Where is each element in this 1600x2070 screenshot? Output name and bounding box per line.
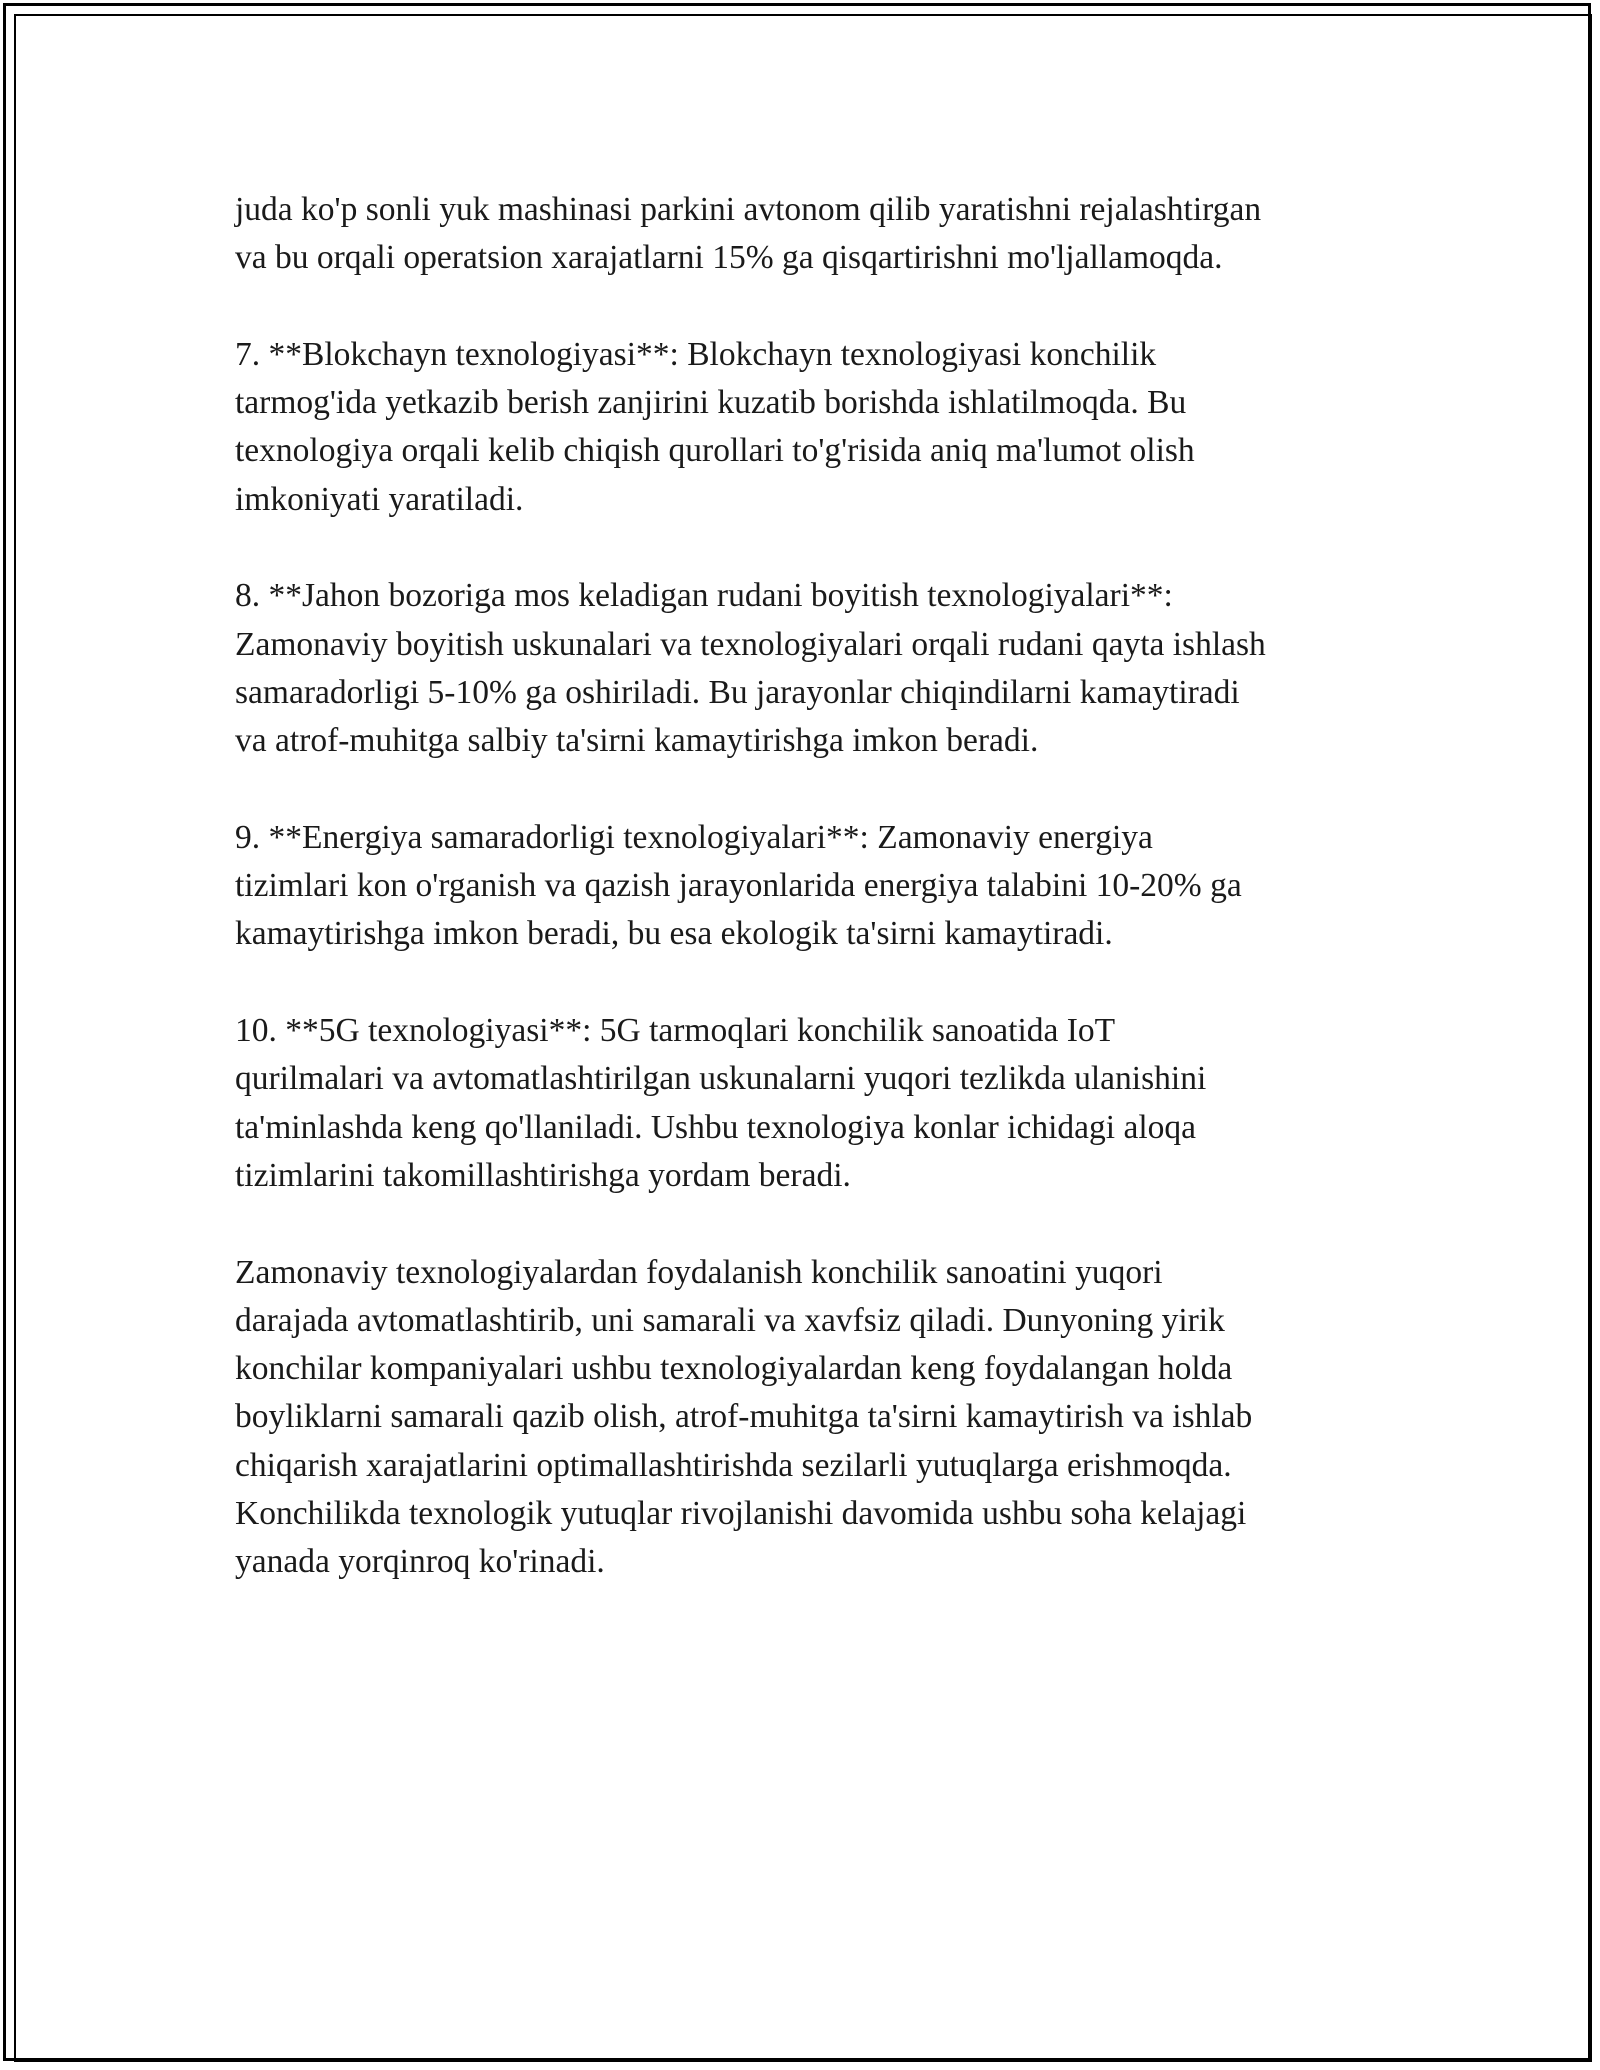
paragraph-item-7 xyxy=(235,331,1375,524)
text-line: Zamonaviy texnologiyalardan foydalanish konchilik sanoatini yuqori xyxy=(235,1253,1163,1291)
text-line: darajada avtomatlashtirib, uni samarali va xavfsiz qiladi. Dunyoning yirik xyxy=(235,1301,1225,1339)
text-line: Konchilikda texnologik yutuqlar rivojlanishi davomida ushbu soha kelajagi xyxy=(235,1495,1247,1533)
text-line: kamaytirishga imkon beradi, bu esa ekologik ta'sirni kamaytiradi. xyxy=(235,915,1113,953)
text-line: tarmog'ida yetkazib berish zanjirini kuzatib borishda ishlatilmoqda. Bu xyxy=(235,384,1187,422)
paragraph-conclusion xyxy=(235,1249,1375,1587)
text-line: konchilar kompaniyalari ushbu texnologiyalardan keng foydalangan holda xyxy=(235,1350,1233,1388)
text-line: va atrof-muhitga salbiy ta'sirni kamaytirishga imkon beradi. xyxy=(235,722,1039,760)
text-line: 8. **Jahon bozoriga mos keladigan rudani boyitish texnologiyalari**: xyxy=(235,577,1173,615)
text-line: chiqarish xarajatlarini optimallashtirishda sezilarli yutuqlarga erishmoqda. xyxy=(235,1446,1232,1484)
text-line: juda ko'p sonli yuk mashinasi parkini avtonom qilib yaratishni rejalashtirgan xyxy=(235,191,1262,228)
text-line: boyliklarni samarali qazib olish, atrof-muhitga ta'sirni kamaytirish va ishlab xyxy=(235,1398,1253,1436)
text-line: 10. **5G texnologiyasi**: 5G tarmoqlari konchilik sanoatida IoT xyxy=(235,1012,1116,1050)
text-line: yanada yorqinroq ko'rinadi. xyxy=(235,1543,605,1581)
paragraph-item-8 xyxy=(235,572,1375,765)
text-line: va bu orqali operatsion xarajatlarni 15% ga qisqartirishni mo'ljallamoqda. xyxy=(235,239,1223,277)
text-line: 7. **Blokchayn texnologiyasi**: Blokchayn texnologiyasi konchilik xyxy=(235,335,1157,373)
text-line: Zamonaviy boyitish uskunalari va texnologiyalari orqali rudani qayta ishlash xyxy=(235,625,1266,663)
text-line: qurilmalari va avtomatlashtirilgan uskunalarni yuqori tezlikda ulanishini xyxy=(235,1060,1207,1098)
text-line: texnologiya orqali kelib chiqish qurollari to'g'risida aniq ma'lumot olish xyxy=(235,432,1195,470)
paragraph-item-10 xyxy=(235,1007,1375,1200)
document-body xyxy=(235,186,1375,1587)
text-line: tizimlarini takomillashtirishga yordam beradi. xyxy=(235,1156,851,1194)
paragraph-continuation xyxy=(235,186,1375,283)
text-line: samaradorligi 5-10% ga oshiriladi. Bu jarayonlar chiqindilarni kamaytiradi xyxy=(235,673,1240,711)
text-line: 9. **Energiya samaradorligi texnologiyalari**: Zamonaviy energiya xyxy=(235,818,1153,856)
text-line: tizimlari kon o'rganish va qazish jarayonlarida energiya talabini 10-20% ga xyxy=(235,867,1242,905)
paragraph-item-9 xyxy=(235,814,1375,959)
text-line: ta'minlashda keng qo'llaniladi. Ushbu texnologiya konlar ichidagi aloqa xyxy=(235,1108,1197,1146)
text-line: imkoniyati yaratiladi. xyxy=(235,480,524,518)
